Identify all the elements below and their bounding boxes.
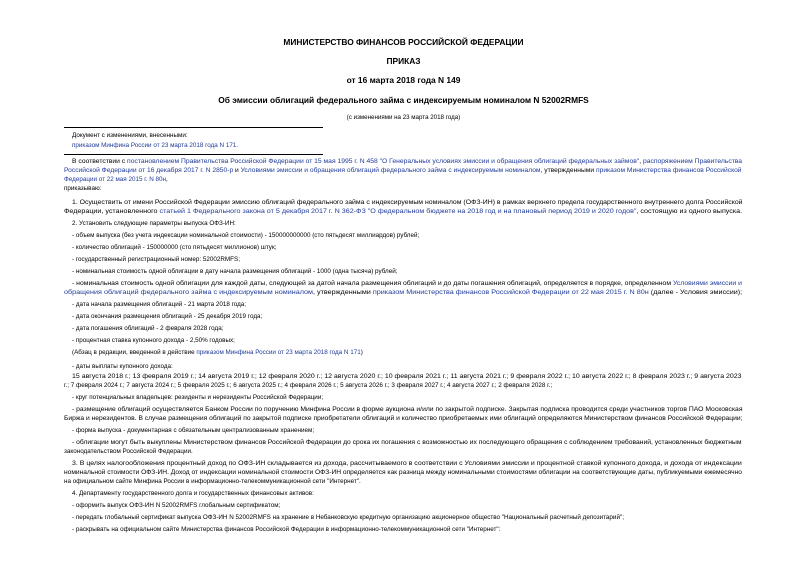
- item-1-line-1: 1. Осуществить от имени Российской Федерации эмиссию облигаций федерального займа с индексируемым номиналом (ОФЗ-ИН) в рамках верхнего предела государственного внутреннего долга Российской: [72, 199, 743, 206]
- changes-label: Документ с изменениями, внесенными:: [72, 132, 188, 139]
- item-4-certificate: - оформить выпуск ОФЗ-ИН N 52002RMFS глобальным сертификатом;: [72, 502, 281, 509]
- param-placement-line-1: - размещение облигаций осуществляется Банком России по поручению Минфина России в форме аукциона и/или по закрытой подписке. Закрытая подписка проводится среди участников торгов ПАО Московская: [72, 406, 743, 413]
- param-coupon-rate: - процентная ставка купонного дохода - 2,50% годовых;: [72, 337, 235, 344]
- document-title: Об эмиссии облигаций федерального займа с индексируемым номиналом N 52002RMFS: [218, 95, 589, 105]
- param-placement-line-2: Биржа и нерезидентов. В случае размещения облигаций по закрытой подписке приобретатели облигаций и количество приобретаемых ими облигаций определяются Министерством финансов Российской Федерации;: [64, 415, 743, 422]
- link-ministry-order-80n-2[interactable]: приказом Министерства финансов Российской Федерации от 22 мая 2015 г. N 80н: [372, 289, 649, 296]
- item-4-transfer: - передать глобальный сертификат выпуска ОФЗ-ИН N 52002RMFS на хранение в Небанковскую кредитную организацию акционерное общество "Национальный расчетный депозитарий";: [72, 514, 624, 521]
- preamble-line-3: Федерации от 22 мая 2015 г. N 80н,: [64, 176, 168, 183]
- link-issue-conditions[interactable]: Условиями эмиссии и обращения облигаций федерального займа с индексируемым номиналом: [240, 167, 541, 174]
- preamble-line-1: В соответствии с постановлением Правительства Российской Федерации от 15 мая 1995 г. N 458 "О Генеральных условиях эмиссии и обращения облигаций федеральных займов", распоряжением Правительства: [72, 158, 743, 165]
- document-date: от 16 марта 2018 года N 149: [346, 75, 461, 85]
- param-quantity: - количество облигаций - 150000000 (сто пятьдесят миллионов) штук;: [72, 244, 277, 251]
- item-4-disclose: - раскрывать на официальном сайте Министерства финансов Российской Федерации в информационно-телекоммуникационной сети "Интернет":: [72, 526, 501, 533]
- link-amendment-order-171[interactable]: приказом Минфина России от 23 марта 2018 года N 171: [196, 349, 361, 356]
- link-issue-conditions-3[interactable]: обращения облигаций федерального займа с индексируемым номиналом: [64, 289, 313, 296]
- link-government-order-2850[interactable]: Российской Федерации от 16 декабря 2017 г. N 2850-р: [64, 167, 234, 174]
- param-nominal-line-2: обращения облигаций федерального займа с индексируемым номиналом, утвержденными приказом Министерства финансов Российской Федерации от 22 мая 2015 г. N 80н (далее - Условия эмиссии);: [64, 289, 743, 296]
- order-word: приказываю:: [64, 185, 102, 192]
- link-government-decree-458[interactable]: постановлением Правительства Российской Федерации от 15 мая 1995 г. N 458 "О Генеральных условиях эмиссии и обращения облигаций федеральных займов": [127, 158, 640, 165]
- item-4-heading: 4. Департаменту государственного долга и государственных финансовых активов:: [72, 490, 314, 497]
- item-3-line-2: номинальной стоимости ОФЗ-ИН. Доход от индексации номинальной стоимости ОФЗ-ИН определяется как разница между номинальными стоимостями облигации на соответствующие даты, публикуемыми ежемесячно: [64, 469, 742, 476]
- changes-bottom-divider: [64, 154, 323, 155]
- coupon-dates-line-2: г.; 7 февраля 2024 г.; 7 августа 2024 г.; 5 февраля 2025 г.; 6 августа 2025 г.; 4 февраля 2026 г.; 5 августа 2026 г.; 3 февраля 2027 г.; 4 августа 2027 г.; 2 февраля 2028 г.;: [64, 382, 553, 389]
- link-ministry-order[interactable]: приказом Министерства финансов Российской: [595, 167, 742, 174]
- link-federal-law-362[interactable]: статьей 1 Федерального закона от 5 декабря 2017 г. N 362-ФЗ "О федеральном бюджете на 2018 год и на плановый период 2019 и 2020 годов": [159, 208, 637, 215]
- link-ministry-order-80n[interactable]: Федерации от 22 мая 2015 г. N 80н: [64, 176, 167, 183]
- item-3-line-1: 3. В целях налогообложения процентный доход по ОФЗ-ИН складывается из дохода, рассчитываемого в соответствии с Условиями эмиссии и процентной ставкой купонного дохода, и дохода от индексации: [72, 460, 742, 467]
- param-volume: - объем выпуска (без учета индексации номинальной стоимости) - 150000000000 (сто пятьдесят миллиардов) рублей;: [72, 232, 420, 239]
- param-buyback-line-1: - облигации могут быть выкуплены Министерством финансов Российской Федерации до срока их погашения с возможностью их последующего обращения с соблюдением требований, установленных бюджетным: [72, 439, 742, 446]
- param-nominal-start: - номинальная стоимость одной облигации в дату начала размещения облигаций - 1000 (одна тысяча) рублей;: [72, 268, 398, 275]
- preamble-line-2: Российской Федерации от 16 декабря 2017 г. N 2850-р и Условиями эмиссии и обращения облигаций федерального займа с индексируемым номиналом, утвержденными приказом Министерства финансов Российской: [64, 167, 742, 174]
- param-holders: - круг потенциальных владельцев: резиденты и нерезиденты Российской Федерации;: [72, 394, 324, 401]
- coupon-dates-line-1: 15 августа 2018 г.; 13 февраля 2019 г.; 14 августа 2019 г.; 12 февраля 2020 г.; 12 августа 2020 г.; 10 февраля 2021 г.; 11 августа 2021 г.; 9 февраля 2022 г.; 10 августа 2022 г.; 8 февраля 2023 г.; 9 августа 2023: [72, 373, 742, 380]
- ministry-heading: МИНИСТЕРСТВО ФИНАНСОВ РОССИЙСКОЙ ФЕДЕРАЦИИ: [283, 37, 524, 47]
- param-start-date: - дата начала размещения облигаций - 21 марта 2018 года;: [72, 301, 247, 308]
- link-government-order[interactable]: распоряжением Правительства: [642, 158, 743, 165]
- param-coupon-dates-label: - даты выплаты купонного дохода:: [72, 363, 173, 370]
- param-end-date: - дата окончания размещения облигаций - 25 декабря 2019 года;: [72, 313, 263, 320]
- amendment-note: (с изменениями на 23 марта 2018 года): [346, 114, 461, 121]
- item-1-line-2: Федерации, установленного статьей 1 Федерального закона от 5 декабря 2017 г. N 362-ФЗ "О федеральном бюджете на 2018 год и на плановый период 2019 и 2020 годов", состоящую из одного выпуска.: [64, 208, 743, 215]
- param-maturity-date: - дата погашения облигаций - 2 февраля 2028 года;: [72, 325, 224, 332]
- param-nominal-line-1: - номинальная стоимость одной облигации для каждой даты, следующей за датой начала размещения облигаций и до даты погашения облигаций, определяется в порядке, определенном Условиями эмиссии и: [72, 280, 742, 287]
- changes-top-divider: [64, 127, 323, 128]
- param-buyback-line-2: законодательством Российской Федерации.: [64, 448, 193, 455]
- param-reg-number: - государственный регистрационный номер: 52002RMFS;: [72, 256, 240, 263]
- amendment-paragraph: (Абзац в редакции, введенной в действие приказом Минфина России от 23 марта 2018 года N 171): [72, 349, 363, 356]
- param-issue-form: - форма выпуска - документарная с обязательным централизованным хранением;: [72, 427, 315, 434]
- link-issue-conditions-2[interactable]: Условиями эмиссии и: [672, 280, 742, 287]
- item-2-heading: 2. Установить следующие параметры выпуска ОФЗ-ИН:: [72, 220, 236, 227]
- document-type: ПРИКАЗ: [386, 56, 421, 66]
- item-3-line-3: на официальном сайте Минфина России в информационно-телекоммуникационной сети "Интернет".: [64, 478, 361, 485]
- changes-link[interactable]: приказом Минфина России от 23 марта 2018 года N 171.: [72, 142, 239, 149]
